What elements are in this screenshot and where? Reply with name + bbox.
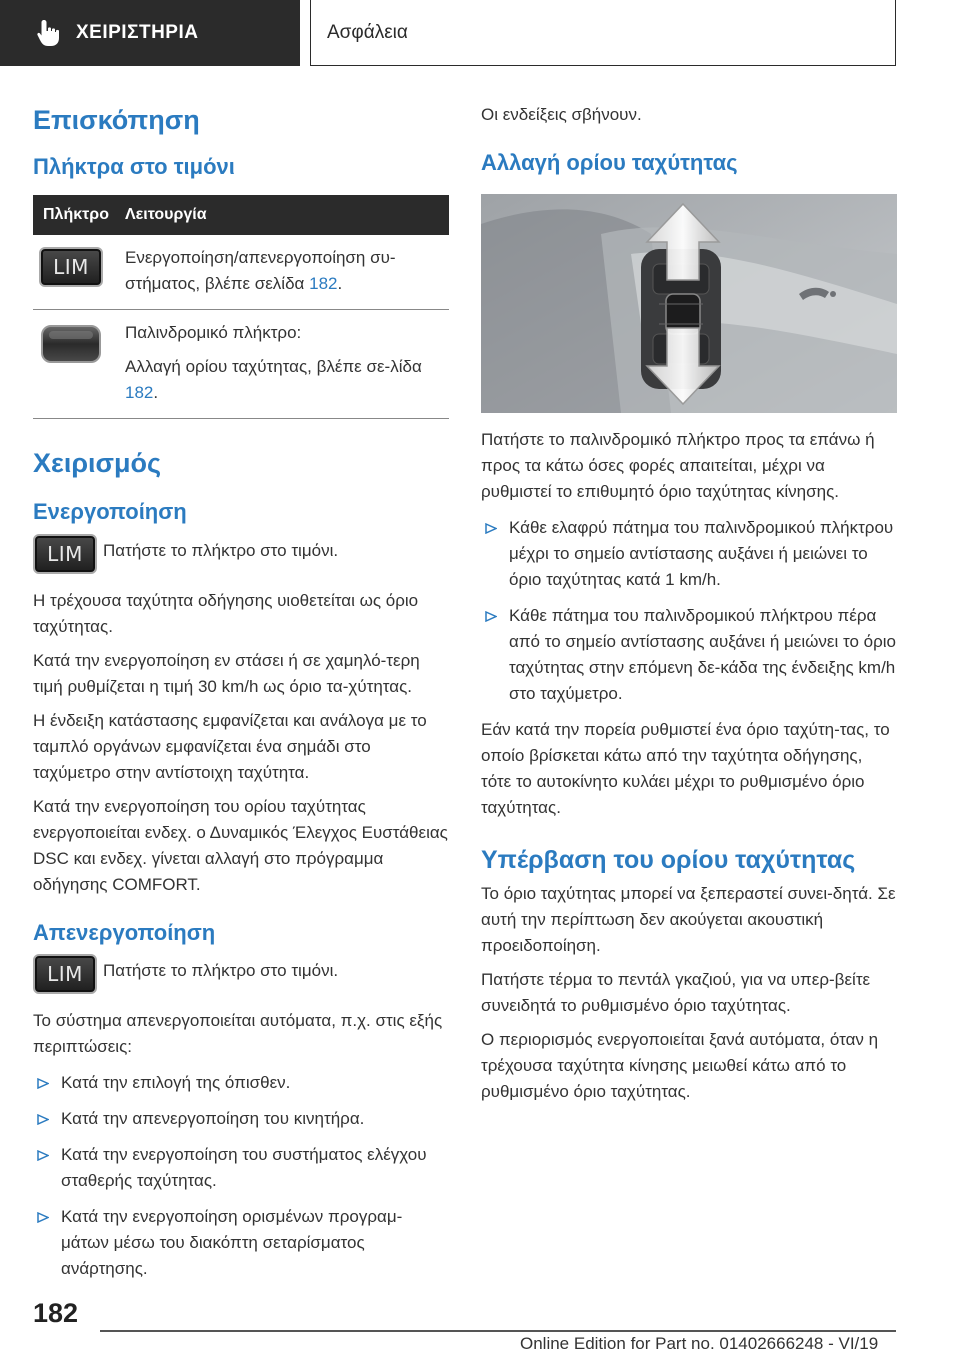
- operation-title: Χειρισμός: [33, 447, 162, 478]
- activation-title: Ενεργοποίηση: [33, 499, 187, 525]
- triangle-bullet-icon: [37, 1212, 49, 1223]
- deactivation-list: [33, 1070, 449, 1282]
- deactivation-p1: Το σύστημα απενεργοποιείται αυτόματα, π.χ. στις εξής περιπτώσεις:: [33, 1010, 443, 1056]
- triangle-bullet-icon: [485, 523, 497, 534]
- table-row: [33, 235, 449, 310]
- list-item: [481, 515, 897, 593]
- wheel-keys-title: Πλήκτρα στο τιμόνι: [33, 154, 235, 180]
- list-item: [33, 1070, 449, 1096]
- triangle-bullet-icon: [37, 1150, 49, 1161]
- table-cell-text: [125, 235, 449, 310]
- lim-button-icon: LIM: [33, 534, 97, 574]
- exceed-p3: Ο περιορισμός ενεργοποιείται ξανά αυτόματα, όταν η τρέχουσα ταχύτητα κίνησης μειωθεί κάτω από το ρυθμισμένο όριο ταχύτητας.: [481, 1030, 879, 1102]
- table-cell-icon: [33, 235, 125, 310]
- activation-instruction: [33, 534, 449, 574]
- triangle-bullet-icon: [37, 1114, 49, 1125]
- row2-line1: Παλινδρομικό πλήκτρο:: [125, 322, 302, 342]
- exceed-title: Υπέρβαση του ορίου ταχύτητας: [481, 846, 856, 875]
- list-item: [33, 1204, 449, 1282]
- row1-suffix: .: [337, 273, 343, 293]
- triangle-bullet-icon: [37, 1078, 49, 1089]
- deactivation-instruction: [33, 954, 449, 994]
- header-section-label: ΧΕΙΡΙΣΤΗΡΙΑ: [76, 22, 199, 43]
- col-function-header: Λειτουργία: [125, 195, 449, 235]
- list-item-text: Κάθε πάτημα του παλινδρομικού πλήκτρου πέρα από το σημείο αντίστασης αυξάνει ή μειώνει το όριο ταχύτητας στην επόμενη δε-κάδα της ένδειξης km/h στο ταχύμετρο.: [509, 606, 897, 704]
- col-key-header: Πλήκτρο: [33, 195, 125, 235]
- lim-button-icon: LIM: [33, 954, 97, 994]
- rocker-switch-icon: [39, 322, 103, 366]
- table-cell-icon: [33, 309, 125, 418]
- change-p1: Πατήστε το παλινδρομικό πλήκτρο προς τα επάνω ή προς τα κάτω όσες φορές απαιτείται, μέχρι να ρυθμιστεί το επιθυμητό όριο ταχύτητας κίνησης.: [481, 430, 875, 502]
- row1-text: Ενεργοποίηση/απενεργοποίηση συ-στήματος, βλέπε σελίδα: [125, 247, 396, 293]
- row2-line2-wrap: [125, 354, 449, 406]
- list-item: [33, 1142, 449, 1194]
- steering-wheel-image: [481, 194, 897, 413]
- list-item-text: Κατά την επιλογή της όπισθεν.: [61, 1072, 291, 1092]
- right-column: [481, 96, 897, 1105]
- activation-p3: Η ένδειξη κατάστασης εμφανίζεται και ανάλογα με το ταμπλό οργάνων εμφανίζεται ένα σημάδι στο ταχύμετρο στην αντίστοιχη ταχύτητα.: [33, 710, 427, 782]
- activation-press: Πατήστε το πλήκτρο στο τιμόνι.: [103, 540, 339, 560]
- lim-button-icon: LIM: [39, 247, 103, 287]
- activation-p1: Η τρέχουσα ταχύτητα οδήγησης υιοθετείται ως όριο ταχύτητας.: [33, 590, 419, 636]
- table-cell-text: [125, 309, 449, 418]
- change-p2: Εάν κατά την πορεία ρυθμιστεί ένα όριο ταχύτη-τας, το οποίο βρίσκεται κάτω από την ταχύτητα οδήγησης, τότε το αυτοκίνητο κυλάει μέχρι το ρυθμισμένο όριο ταχύτητας.: [481, 720, 890, 818]
- list-item-text: Κάθε ελαφρύ πάτημα του παλινδρομικού πλήκτρου μέχρι το σημείο αντίστασης αυξάνει ή μειώνει το όριο ταχύτητας κατά 1 km/h.: [509, 518, 894, 590]
- header-chapter-label: Ασφάλεια: [327, 21, 408, 43]
- footer-divider: [100, 1330, 896, 1332]
- list-item: [33, 1106, 449, 1132]
- header-section-tab: [0, 0, 300, 66]
- left-column: [33, 96, 449, 1292]
- row2-suffix: .: [153, 382, 159, 402]
- exceed-p1: Το όριο ταχύτητας μπορεί να ξεπεραστεί συνει-δητά. Σε αυτή την περίπτωση δεν ακούγεται ακουστική προειδοποίηση.: [481, 884, 896, 956]
- row2-page-link[interactable]: 182: [125, 382, 154, 402]
- overview-title: Επισκόπηση: [33, 105, 200, 135]
- page-number: 182: [33, 1298, 79, 1328]
- activation-p4: Κατά την ενεργοποίηση του ορίου ταχύτητας ενεργοποιείται ενδεχ. ο Δυναμικός Έλεγχος Ευστάθειας DSC και ενδεχ. γίνεται αλλαγή στο πρόγραμμα οδήγησης COMFORT.: [33, 796, 448, 894]
- deactivation-press: Πατήστε το πλήκτρο στο τιμόνι.: [103, 960, 339, 980]
- row1-page-link[interactable]: 182: [309, 273, 338, 293]
- activation-p2: Κατά την ενεργοποίηση εν στάσει ή σε χαμηλό-τερη τιμή ρυθμίζεται η τιμή 30 km/h ως όριο τα-χύτητας.: [33, 650, 420, 696]
- keys-table: [33, 195, 449, 419]
- header-chapter-box: [310, 0, 896, 66]
- footer-edition: Online Edition for Part no. 01402666248 - VI/19: [520, 1334, 879, 1353]
- list-item: [481, 603, 897, 707]
- triangle-bullet-icon: [485, 611, 497, 622]
- table-row: [33, 309, 449, 418]
- off-text: Οι ενδείξεις σβήνουν.: [481, 105, 642, 124]
- exceed-p2: Πατήστε τέρμα το πεντάλ γκαζιού, για να υπερ-βείτε συνειδητά το ρυθμισμένο όριο ταχύτητας.: [481, 970, 871, 1016]
- keys-table-header: [33, 195, 449, 235]
- row2-line2: Αλλαγή ορίου ταχύτητας, βλέπε σε-λίδα: [125, 356, 422, 376]
- deactivation-title: Απενεργοποίηση: [33, 919, 216, 945]
- change-list: [481, 515, 897, 707]
- change-title: Αλλαγή ορίου ταχύτητας: [481, 150, 738, 175]
- hand-pointer-icon: [36, 18, 62, 48]
- list-item-text: Κατά την ενεργοποίηση του συστήματος ελέγχου σταθερής ταχύτητας.: [61, 1144, 427, 1190]
- list-item-text: Κατά την ενεργοποίηση ορισμένων προγραμ-μάτων μέσω του διακόπτη σεταρίσματος ανάρτησης.: [61, 1206, 403, 1278]
- list-item-text: Κατά την απενεργοποίηση του κινητήρα.: [61, 1108, 365, 1128]
